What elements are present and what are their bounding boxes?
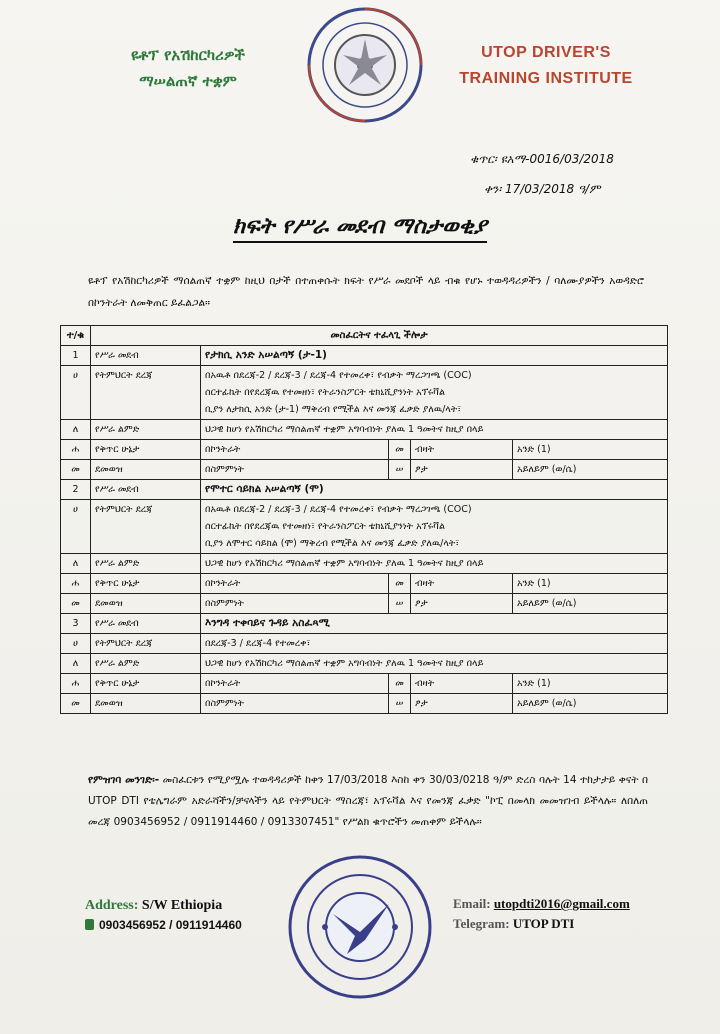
row-letter: መ xyxy=(389,440,411,460)
vacancy-table xyxy=(60,325,668,714)
table-row xyxy=(61,460,668,480)
footer-telegram xyxy=(453,916,574,932)
row-letter: ለ xyxy=(61,554,91,574)
phone-numbers: 0903456952 / 0911914460 xyxy=(99,918,242,932)
row-label: የቅጥር ሁኔታ xyxy=(91,574,201,594)
row-letter: ሐ xyxy=(61,574,91,594)
row-letter: መ xyxy=(61,694,91,714)
row-label: ፆታ xyxy=(411,694,513,714)
table-row xyxy=(61,420,668,440)
table-row xyxy=(61,500,668,554)
row-label: የትምህርት ደረጃ xyxy=(91,634,201,654)
telegram-label: Telegram: xyxy=(453,916,510,931)
education-value: በደረጃ-3 / ደረጃ-4 የተመረቀ፣ xyxy=(201,634,668,654)
row-label: ብዛት xyxy=(411,440,513,460)
row-label: ደመወዝ xyxy=(91,460,201,480)
row-label: ብዛት xyxy=(411,574,513,594)
row-label: የሥራ መደብ xyxy=(91,480,201,500)
row-letter: ሐ xyxy=(61,674,91,694)
address-value: S/W Ethiopia xyxy=(141,898,223,913)
row-label: የሥራ ልምድ xyxy=(91,420,201,440)
table-header-row xyxy=(61,326,668,346)
education-line: በአዉቶ በደረጃ-2 / ደረጃ-3 / ደረጃ-4 የተመረቀ፣ የብቃት ማረጋገጫ (COC) xyxy=(205,370,472,381)
org-name-am-line2: ማሠልጠኛ ተቋም xyxy=(139,72,237,90)
registration-paragraph xyxy=(88,770,648,833)
employment-value: በኮንትራት xyxy=(201,574,389,594)
row-label: ደመወዝ xyxy=(91,694,201,714)
logo-seal-icon xyxy=(305,5,425,125)
header-description: መስፈርትና ተፈላጊ ችሎታ xyxy=(91,326,668,346)
education-line: ሰርተፊኬት በየደረጃዉ የተመዘነ፣ የትራንስፖርት ቴክኒሺያንነት አፕሩቫል xyxy=(205,521,446,532)
row-label: የሥራ ልምድ xyxy=(91,654,201,674)
footer-address xyxy=(85,898,222,914)
row-letter: ሐ xyxy=(61,440,91,460)
row-label: የትምህርት ደረጃ xyxy=(91,366,201,420)
salary-value: በስምምነት xyxy=(201,694,389,714)
org-name-am-line1: ዩቶፕ የአሽከርካሪዎች xyxy=(130,46,246,64)
table-row xyxy=(61,694,668,714)
org-name-english xyxy=(436,40,656,92)
table-row xyxy=(61,440,668,460)
sex-value: አይለይም (ወ/ሴ) xyxy=(513,460,668,480)
row-letter: ሀ xyxy=(61,366,91,420)
salary-value: በስምምነት xyxy=(201,594,389,614)
org-name-en-line2: TRAINING INSTITUTE xyxy=(459,70,633,87)
row-letter: መ xyxy=(61,594,91,614)
document-date: ቀን፡ 17/03/2018 ዓ/ም xyxy=(484,182,601,196)
row-label: የቅጥር ሁኔታ xyxy=(91,440,201,460)
row-label: የቅጥር ሁኔታ xyxy=(91,674,201,694)
employment-value: በኮንትራት xyxy=(201,674,389,694)
org-name-amharic xyxy=(78,42,298,94)
education-value xyxy=(201,500,668,554)
org-name-en-line1: UTOP DRIVER'S xyxy=(481,44,611,61)
table-row xyxy=(61,634,668,654)
education-line: ቢያን ለሞተር ሳይክል (ሞ) ማቅረብ የሚችል እና መንጃ ፈቃድ ያለዉ/ላት፣ xyxy=(205,538,460,549)
experience-value: ህጋዊ ከሆነ የአሽከርካሪ ማሰልጠኛ ተቋም አግባብነት ያለዉ 1 ዓመትና ከዚያ በላይ xyxy=(201,654,668,674)
education-line: ቢያን ለታክሲ አንድ (ታ-1) ማቅረብ የሚችል እና መንጃ ፈቃድ ያለዉ/ላት፣ xyxy=(205,404,462,415)
email-label: Email: xyxy=(453,896,491,911)
row-label: የሥራ ልምድ xyxy=(91,554,201,574)
job-number: 1 xyxy=(61,346,91,366)
sex-value: አይለይም (ወ/ሴ) xyxy=(513,594,668,614)
table-row xyxy=(61,480,668,500)
experience-value: ህጋዊ ከሆነ የአሽከርካሪ ማሰልጠኛ ተቋም አግባብነት ያለዉ 1 ዓመትና ከዚያ በላይ xyxy=(201,420,668,440)
table-row xyxy=(61,574,668,594)
row-label: ፆታ xyxy=(411,460,513,480)
reference-number: ቁጥር፡ ዩአማ-0016/03/2018 xyxy=(470,152,614,166)
education-line: ሰርተፊኬት በየደረጃዉ የተመዘነ፣ የትራንስፖርት ቴክኒሺያንነት አፕሩቫል xyxy=(205,387,446,398)
job-title: የታክሲ አንድ አሠልጣኝ (ታ-1) xyxy=(201,346,668,366)
row-letter: ሀ xyxy=(61,634,91,654)
row-letter: ለ xyxy=(61,654,91,674)
telegram-value: UTOP DTI xyxy=(512,916,575,931)
registration-text: መስፈርቱን የሚያሟሉ ተወዳዳሪዎች ከቀን 17/03/2018 እስከ ቀን 30/03/0218 ዓ/ም ድረስ ባሉት 14 ተከታታይ ቀናት በ UTOP DTI የቴሌግራም አድራሻችን/ቻናላችን ላይ የትምህርት ማስረጃ፣ አፕሩቫል እና የመንጃ ፈቃድ "ኮፒ በመላክ መመዝገብ ይችላሉ። ለበለጠ መረጃ 0903456952 / 0911914460 / 0913307451" የሥልክ ቁጥሮችን መጠቀም ይችላሉ። xyxy=(88,774,648,828)
table-row xyxy=(61,654,668,674)
job-number: 3 xyxy=(61,614,91,634)
footer-email xyxy=(453,896,630,912)
job-title: የሞተር ሳይክል አሠልጣኝ (ሞ) xyxy=(201,480,668,500)
phone-icon xyxy=(85,919,94,930)
row-letter: ለ xyxy=(61,420,91,440)
document-title xyxy=(0,214,720,239)
registration-label: የምዝገባ መንገድ፡- xyxy=(88,774,160,786)
employment-value: በኮንትራት xyxy=(201,440,389,460)
sex-value: አይለይም (ወ/ሴ) xyxy=(513,694,668,714)
row-letter: መ xyxy=(389,674,411,694)
quantity-value: አንድ (1) xyxy=(513,574,668,594)
row-letter: ሠ xyxy=(389,594,411,614)
row-label: ፆታ xyxy=(411,594,513,614)
email-link[interactable]: utopdti2016@gmail.com xyxy=(493,896,630,911)
row-letter: መ xyxy=(61,460,91,480)
row-label: የሥራ መደብ xyxy=(91,346,201,366)
row-letter: መ xyxy=(389,574,411,594)
table-row xyxy=(61,366,668,420)
table-row xyxy=(61,594,668,614)
quantity-value: አንድ (1) xyxy=(513,674,668,694)
row-label: ደመወዝ xyxy=(91,594,201,614)
table-row xyxy=(61,674,668,694)
experience-value: ህጋዊ ከሆነ የአሽከርካሪ ማሰልጠኛ ተቋም አግባብነት ያለዉ 1 ዓመትና ከዚያ በላይ xyxy=(201,554,668,574)
education-line: በአዉቶ በደረጃ-2 / ደረጃ-3 / ደረጃ-4 የተመረቀ፣ የብቃት ማረጋገጫ (COC) xyxy=(205,504,472,515)
row-label: የሥራ መደብ xyxy=(91,614,201,634)
header-number: ተ/ቁ xyxy=(61,326,91,346)
document-title-text: ክፍት የሥራ መደብ ማስታወቂያ xyxy=(233,214,487,243)
row-letter: ሠ xyxy=(389,694,411,714)
address-label: Address: xyxy=(85,898,139,913)
footer-phones xyxy=(85,918,242,932)
stamp-seal-icon xyxy=(285,852,435,1002)
salary-value: በስምምነት xyxy=(201,460,389,480)
job-number: 2 xyxy=(61,480,91,500)
table-row xyxy=(61,614,668,634)
quantity-value: አንድ (1) xyxy=(513,440,668,460)
table-row xyxy=(61,346,668,366)
row-label: ብዛት xyxy=(411,674,513,694)
job-title: እንግዳ ተቀባይና ጉዳይ አስፈጻሚ xyxy=(201,614,668,634)
table-row xyxy=(61,554,668,574)
row-label: የትምህርት ደረጃ xyxy=(91,500,201,554)
education-value xyxy=(201,366,668,420)
intro-paragraph: ዩቶፕ የአሽከርካሪዎች ማሰልጠኛ ተቋም ከዚህ በታች በተጠቀሱት ክፍት የሥራ መደቦች ላይ ብቁ የሆኑ ተወዳዳሪዎችን / ባለሙያዎችን አወዳድሮ በኮንትራት ለመቅጠር ይፈልጋል። xyxy=(88,275,644,309)
row-letter: ሀ xyxy=(61,500,91,554)
row-letter: ሠ xyxy=(389,460,411,480)
